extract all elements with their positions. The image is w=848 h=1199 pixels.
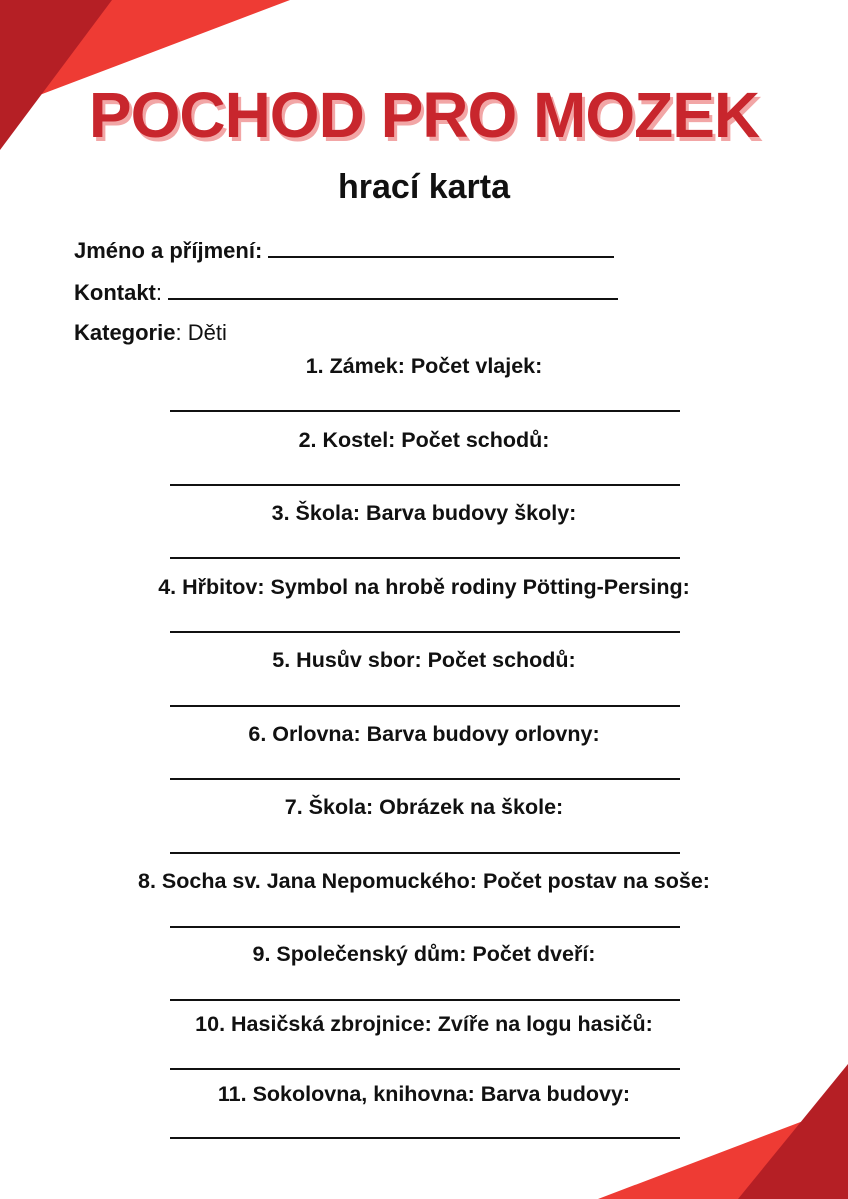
answer-line-9[interactable]	[170, 999, 680, 1001]
page-title: POCHOD PRO MOZEK	[88, 79, 760, 151]
contact-answer-line[interactable]	[168, 278, 618, 300]
answer-line-5[interactable]	[170, 705, 680, 707]
answer-line-6[interactable]	[170, 778, 680, 780]
question-7: 7. Škola: Obrázek na škole:	[284, 795, 564, 819]
question-11: 11. Sokolovna, knihovna: Barva budovy:	[217, 1082, 631, 1106]
question-6: 6. Orlovna: Barva budovy orlovny:	[248, 722, 600, 746]
question-8: 8. Socha sv. Jana Nepomuckého: Počet postav na soše:	[138, 869, 710, 893]
answer-line-8[interactable]	[170, 926, 680, 928]
answer-line-10[interactable]	[170, 1068, 680, 1070]
name-field	[74, 236, 614, 264]
answer-line-1[interactable]	[170, 410, 680, 412]
question-3: 3. Škola: Barva budovy školy:	[271, 501, 577, 525]
answer-line-11[interactable]	[170, 1137, 680, 1139]
category-label: Kategorie	[74, 320, 176, 345]
contact-field: Kontakt:	[74, 278, 618, 306]
contact-label: Kontakt	[74, 280, 156, 305]
question-1: 1. Zámek: Počet vlajek:	[305, 354, 543, 378]
name-answer-line[interactable]	[268, 236, 614, 258]
question-2: 2. Kostel: Počet schodů:	[298, 428, 550, 452]
answer-line-4[interactable]	[170, 631, 680, 633]
page-subtitle: hrací karta	[338, 168, 510, 206]
question-9: 9. Společenský dům: Počet dveří:	[252, 942, 596, 966]
category-value: Děti	[187, 320, 227, 345]
answer-line-2[interactable]	[170, 484, 680, 486]
category-field: Kategorie: Děti	[74, 320, 227, 345]
question-5: 5. Husův sbor: Počet schodů:	[272, 648, 576, 672]
answer-line-7[interactable]	[170, 852, 680, 854]
question-4: 4. Hřbitov: Symbol na hrobě rodiny Pötting-Persing:	[158, 575, 690, 599]
question-10: 10. Hasičská zbrojnice: Zvíře na logu hasičů:	[195, 1012, 653, 1036]
name-label: Jméno a příjmení:	[74, 238, 263, 263]
answer-line-3[interactable]	[170, 557, 680, 559]
